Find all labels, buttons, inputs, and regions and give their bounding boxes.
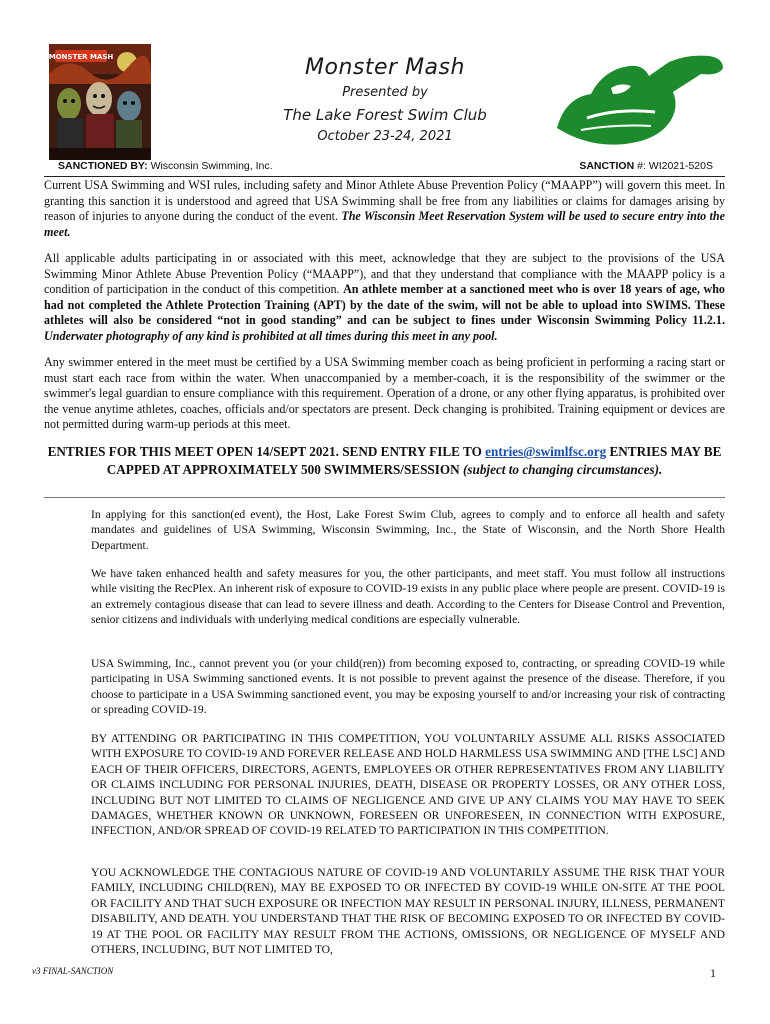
sanction-number — [579, 158, 713, 174]
covid-acknowledgement-paragraph: YOU ACKNOWLEDGE THE CONTAGIOUS NATURE OF COVID-19 AND VOLUNTARILY ASSUME THE RISK THAT YOUR FAMILY, INCLUDING CHILD(REN), MAY BE EXPOSED TO OR INFECTED BY COVID-19 WHILE ON-SITE AT THE POOL OR FACILITY AND THAT SUCH EXPOSURE OR INFECTION MAY RESULT IN PERSONAL INJURY, ILLNESS, PERMANENT DISABILITY, AND DEATH. YOU UNDERSTAND THAT THE RISK OF BECOMING EXPOSED TO OR INFECTED BY COVID-19 AT THE POOL OR FACILITY MAY RESULT FROM THE ACTIONS, OMISSIONS, OR NEGLIGENCE OF MYSELF AND OTHERS, INCLUDING, BUT NOT LIMITED TO, — [91, 866, 725, 957]
host-club-name: The Lake Forest Swim Club — [283, 106, 487, 124]
section-divider — [44, 497, 725, 498]
entries-cap-text: ENTRIES MAY BE CAPPED AT APPROXIMATELY 500 SWIMMERS/SESSION — [106, 444, 722, 477]
sanction-number-value: #: WI2021-520S — [637, 160, 713, 172]
sanctioned-by-label: SANCTIONED BY: — [58, 160, 148, 172]
covid-paragraph-1: In applying for this sanction(ed event), the Host, Lake Forest Swim Club, agrees to comply and to enforce all health and safety mandates and guidelines of USA Swimming, Wisconsin Swimming, Inc., the State of Wisconsin, and the North Shore Health Department. — [91, 508, 725, 552]
duck-logo-icon — [551, 48, 727, 156]
sanction-bar — [44, 158, 725, 177]
version-footer: v3 FINAL-SANCTION — [32, 966, 114, 976]
presented-by: Presented by — [342, 85, 428, 100]
reservation-note: The Wisconsin Meet Reservation System will be used to secure entry into the meet. — [44, 209, 725, 239]
covid-waiver-paragraph: BY ATTENDING OR PARTICIPATING IN THIS COMPETITION, YOU VOLUNTARILY ASSUME ALL RISKS ASSOCIATED WITH EXPOSURE TO COVID-19 AND FOREVER RELEASE AND HOLD HARMLESS USA SWIMMING AND [THE LSC] AND EACH OF THEIR OFFICERS, DIRECTORS, AGENTS, EMPLOYEES OR OTHER REPRESENTATIVES FROM ANY LIABILITY OR CLAIMS INCLUDING FOR PERSONAL INJURIES, DEATH, DISEASE OR PROPERTY LOSSES, OR ANY OTHER LOSS, INCLUDING BUT NOT LIMITED TO CLAIMS OF NEGLIGENCE AND GIVE UP ANY CLAIMS YOU MAY HAVE TO SEEK DAMAGES, WHETHER KNOWN OR UNKNOWN, FORESEEN OR UNFORESEEN, IN CONNECTION WITH EXPOSURE, INFECTION, AND/OR SPREAD OF COVID-19 RELATED TO PARTICIPATION IN THIS COMPETITION. — [91, 732, 725, 838]
page-number: 1 — [710, 966, 716, 980]
meet-title: Monster Mash — [305, 55, 465, 80]
maapp-paragraph — [44, 251, 725, 345]
covid-paragraph-3: USA Swimming, Inc., cannot prevent you (or your child(ren)) from becoming exposed to, contracting, or spreading COVID-19 while participating in USA Swimming sanctioned events. It is not possible to prevent against the presence of the disease. Therefore, if you choose to participate in a USA Swimming sanctioned event, you may be exposing yourself to and/or increasing your risk of contracting or spreading COVID-19. — [91, 657, 725, 717]
maapp-text: All applicable adults participating in or associated with this meet, acknowledge that they are subject to the provisions of the USA Swimming Minor Athlete Abuse Prevention Policy (“MAAPP”), and that they understand that compliance with the MAAPP policy is a condition of participation in the conduct of this competition. — [44, 251, 725, 297]
monster-mash-logo — [49, 44, 151, 160]
meet-date: October 23-24, 2021 — [317, 129, 453, 144]
covid-paragraph-2: We have taken enhanced health and safety measures for you, the other participants, and meet staff. You must follow all instructions while visiting the RecPlex. An inherent risk of exposure to COVID-19 exists in any public place where people are present. COVID-19 is an extremely contagious disease that can lead to severe illness and death. According to the Centers for Disease Control and Prevention, senior citizens and individuals with underlying medical conditions are especially vulnerable. — [91, 567, 725, 627]
entries-notice — [44, 443, 725, 479]
entries-email-link[interactable]: entries@swimlfsc.org — [485, 444, 607, 459]
entries-circumstances: (subject to changing circumstances). — [462, 462, 663, 477]
meet-title-block — [230, 54, 540, 146]
logo-text: MONSTER MASH — [49, 53, 114, 61]
sanctioned-by — [58, 158, 273, 174]
rules-paragraph — [44, 178, 725, 240]
sanction-number-label: SANCTION — [579, 160, 635, 172]
sanctioned-by-value: Wisconsin Swimming, Inc. — [150, 160, 273, 172]
photography-note: Underwater photography of any kind is prohibited at all times during this meet in any pool. — [44, 328, 498, 343]
apt-warning: An athlete member at a sanctioned meet who is over 18 years of age, who had not completed the Athlete Protection Training (APT) by the date of the swim, will not be able to upload into SWIMS. These athletes will also be considered “not in good standing” and can be subject to fines under Wisconsin Swimming Policy 11.2.1. — [44, 282, 725, 328]
rules-text: Current USA Swimming and WSI rules, including safety and Minor Athlete Abuse Prevention Policy (“MAAPP”) will govern this meet. In granting this sanction it is understood and agreed that USA Swimming shall be free from any liabilities or claims for damages arising by reason of injuries to anyone during the conduct of the event. — [44, 178, 725, 224]
certification-paragraph: Any swimmer entered in the meet must be certified by a USA Swimming member coach as being proficient in performing a racing start or must start each race from within the water. When unaccompanied by a member-coach, it is the responsibility of the swimmer or the swimmer's legal guardian to ensure compliance with this requirement. Operation of a drone, or any other flying apparatus, is prohibited over the venue anytime athletes, coaches, officials and/or spectators are present. Deck changing is prohibited. Training equipment or devices are not permitted during warm-up periods at this meet. — [44, 355, 725, 432]
entries-open-text: ENTRIES FOR THIS MEET OPEN 14/SEPT 2021. SEND ENTRY FILE TO — [47, 444, 486, 459]
